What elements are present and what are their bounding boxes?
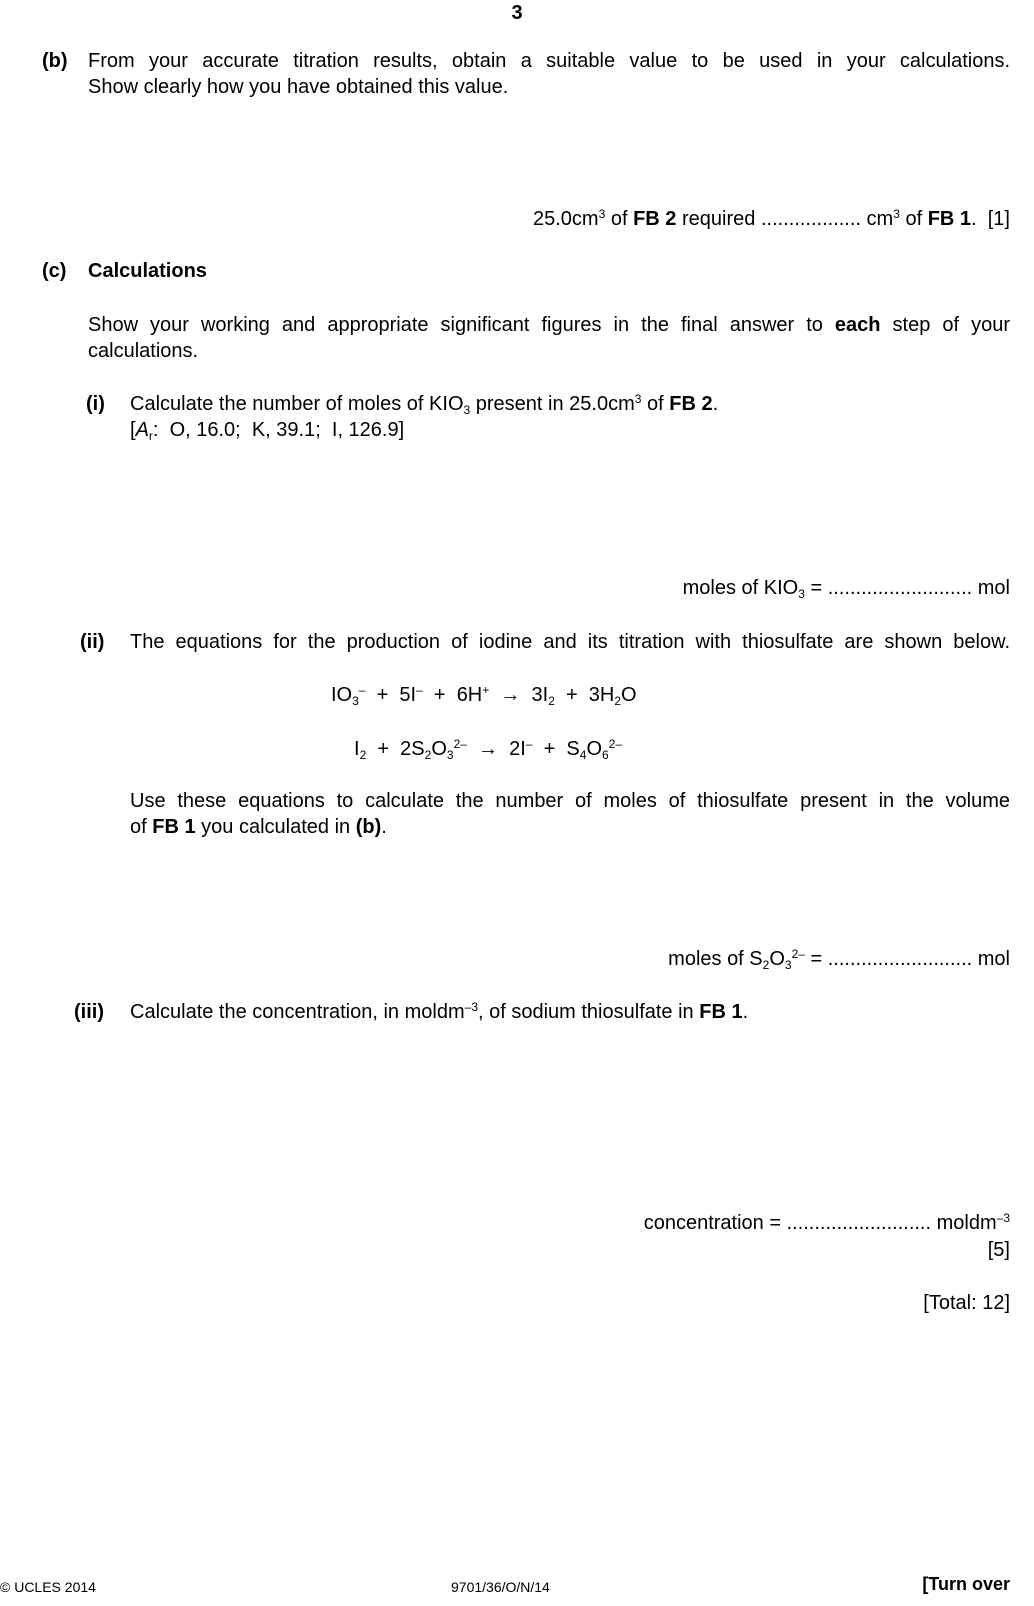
part-c-instructions: Show your working and appropriate significant figures in the final answer to each step of your [88,314,1010,336]
part-c-label: (c) [42,260,67,282]
marks-b: [1] [987,208,1010,230]
marks-c: [5] [987,1239,1010,1261]
part-c-ii-text: The equations for the production of iodine and its titration with thiosulfate are shown below. [130,631,1010,653]
part-c-heading: Calculations [88,260,207,282]
page-number: 3 [511,2,523,24]
part-c-ii-use-line1: Use these equations to calculate the number of moles of thiosulfate present in the volume [130,790,1010,812]
part-c-ii-answer[interactable]: moles of $S_2O_3^{2-}$ = .......................... mol [668,947,1010,972]
part-c-iii-answer[interactable]: concentration = .......................... moldm$^{-3}$ [643,1211,1010,1234]
part-b-text-line1: From your accurate titration results, obtain a suitable value to be used in your calculations. [88,50,1010,72]
part-b-text-line2: Show clearly how you have obtained this value. [88,76,509,98]
part-c-iii-text: Calculate the concentration, in moldm$^{-3}$, of sodium thiosulfate in FB 1. [130,1000,749,1023]
part-c-i-text: Calculate the number of moles of $KIO_3$ present in $25.0cm^3$ of FB 2. [130,392,719,417]
part-c-ii-use-line2: of FB 1 you calculated in (b). [130,816,387,838]
part-c-i-answer[interactable]: moles of $KIO_3$ = .......................... mol [682,577,1010,601]
part-b-answer-line: $25.0cm^3$ of FB 2 required .................. $cm^3$ of FB 1. [1] [532,207,1010,230]
footer-paper-code: 9701/36/O/N/14 [451,1579,550,1595]
relative-atomic-masses: [$A_r$: O, 16.0; K, 39.1; I, 126.9] [130,419,405,443]
equation-iodine-production: $IO_3^- + 5I^- + 6H^+ \to 3I_2 + 3H_2O$ [331,683,637,708]
footer-copyright: © UCLES 2014 [0,1579,96,1595]
part-b-label: (b) [42,50,68,72]
total-marks: [Total: 12] [923,1292,1010,1314]
part-c-instructions-line2: calculations. [88,340,199,362]
part-c-i-label: (i) [86,393,105,415]
part-c-ii-label: (ii) [80,631,105,653]
footer-turn-over: [Turn over [922,1574,1010,1594]
part-c-iii-label: (iii) [74,1001,104,1023]
equation-thiosulfate-titration: $I_2 + 2S_2O_3^{2-} \to 2I^- + S_4O_6^{2-}$ [354,737,623,762]
answer-blank-volume[interactable]: .................. [760,208,861,230]
